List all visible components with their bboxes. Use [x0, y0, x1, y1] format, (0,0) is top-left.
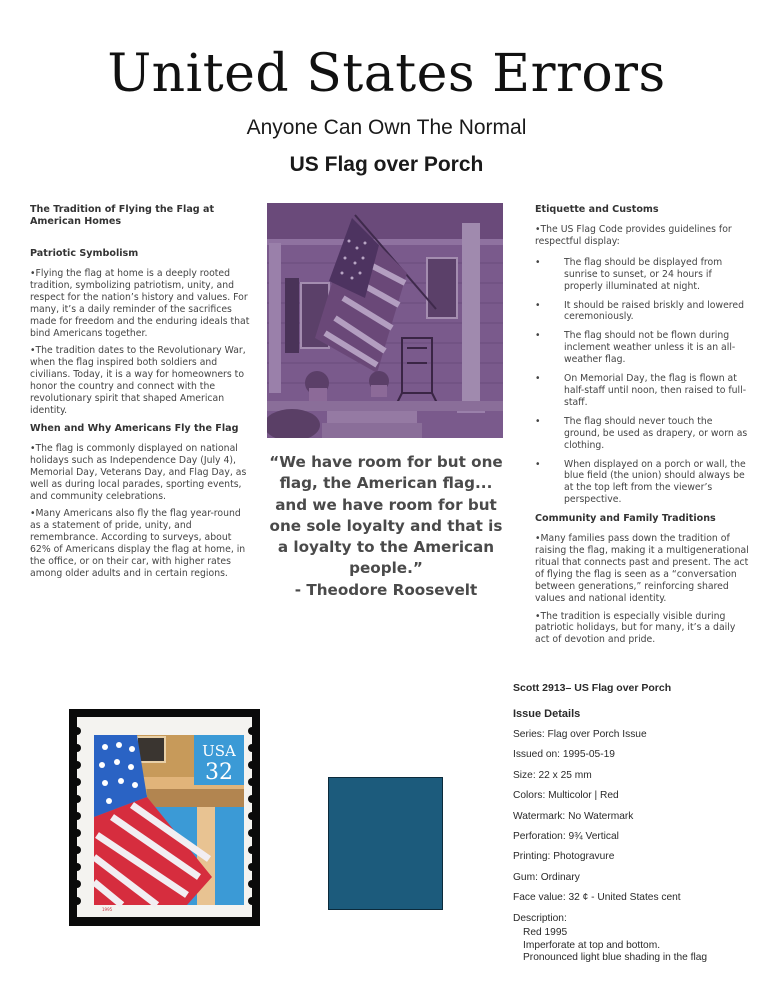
- description-line: Pronounced light blue shading in the flag: [523, 952, 708, 964]
- paragraph: •The tradition is especially visible during patriotic holidays, but for many, it’s a daily act of devotion and pride.: [535, 610, 736, 646]
- list-item: • It should be raised briskly and lowered ceremoniously.: [535, 299, 745, 323]
- page-title: United States Errors: [107, 44, 666, 104]
- list-item: • The flag should not be flown during inclement weather unless it is an all-weather flag.: [535, 330, 736, 366]
- detail-printing: Printing: Photogravure: [513, 851, 615, 863]
- stamp-flag-porch-icon: [77, 717, 252, 917]
- etiquette-intro: •The US Flag Code provides guidelines for respectful display:: [535, 224, 732, 247]
- left-column: [30, 204, 252, 586]
- bullet-icon: •: [535, 299, 541, 311]
- bullet-icon: •: [535, 330, 541, 342]
- svg-text:USA: USA: [202, 742, 236, 760]
- stamp-image: [69, 709, 260, 926]
- bullet-icon: •: [535, 458, 541, 470]
- tradition-heading: The Tradition of Flying the Flag at American Homes: [30, 204, 215, 227]
- description-line: Red 1995: [523, 926, 568, 938]
- detail-description-label: Description:: [513, 912, 567, 924]
- issue-details: [513, 682, 753, 965]
- list-item: • When displayed on a porch or wall, the blue field (the union) should always be at the top left from the viewer’s perspective.: [535, 458, 746, 506]
- detail-perforation: Perforation: 9¾ Vertical: [513, 830, 619, 842]
- community-heading: Community and Family Traditions: [535, 513, 716, 525]
- detail-gum: Gum: Ordinary: [513, 871, 580, 883]
- bullet-icon: •: [535, 373, 541, 385]
- roosevelt-quote: [262, 452, 510, 601]
- color-swatch: [328, 777, 443, 910]
- detail-watermark: Watermark: No Watermark: [513, 810, 634, 822]
- scott-number: Scott 2913– US Flag over Porch: [513, 682, 672, 694]
- etiquette-list: [535, 257, 750, 506]
- stamp-paper: [77, 717, 252, 917]
- svg-text:32: 32: [205, 760, 233, 785]
- patriotic-symbolism-heading: Patriotic Symbolism: [30, 248, 139, 259]
- right-column: [535, 204, 750, 652]
- tagline: Anyone Can Own The Normal: [246, 116, 527, 139]
- detail-issued-on: Issued on: 1995-05-19: [513, 749, 615, 761]
- paragraph: •The flag is commonly displayed on national holidays such as Independence Day (July 4), Memorial Day, Veterans Day, and Flag Day, as well as during local parades, sporting events, and community celebrations.: [30, 442, 247, 502]
- paragraph: •Flying the flag at home is a deeply rooted tradition, symbolizing patriotism, unity, and respect for the nation’s history and values. For many, it’s a daily reminder of the sacrifices made for freedom and the enduring ideals that bind Americans together.: [30, 268, 250, 339]
- porch-flag-illustration: [267, 203, 503, 438]
- when-why-heading: When and Why Americans Fly the Flag: [30, 422, 239, 434]
- detail-colors: Colors: Multicolor | Red: [513, 790, 619, 802]
- detail-size: Size: 22 x 25 mm: [513, 769, 592, 781]
- description-lines: [513, 927, 753, 965]
- issue-details-heading: Issue Details: [513, 708, 581, 720]
- bullet-icon: •: [535, 256, 541, 268]
- porch-scene-icon: [267, 203, 503, 438]
- stamp-subtitle: US Flag over Porch: [289, 153, 484, 176]
- detail-face-value: Face value: 32 ¢ - United States cent: [513, 892, 681, 904]
- bullet-icon: •: [535, 415, 541, 427]
- paragraph: •Many families pass down the tradition of raising the flag, making it a multigenerational ritual that connects past and present. The act of flying the flag is seen as a “conversation between generations,” reinforcing shared values and national identity.: [535, 533, 749, 604]
- svg-text:1995: 1995: [102, 907, 113, 912]
- list-item: • The flag should never touch the ground, be used as drapery, or worn as clothing.: [535, 415, 748, 451]
- detail-series: Series: Flag over Porch Issue: [513, 729, 647, 740]
- paragraph: •The tradition dates to the Revolutionary War, when the flag inspired both soldiers and civilians. Today, it is a way for homeowners to honor the country and connect with the revolutionary spirit that shaped American identity.: [30, 345, 246, 416]
- paragraph: •Many Americans also fly the flag year-round as a statement of pride, unity, and remembrance. According to surveys, about 62% of Americans display the flag at home, in the office, or on their car, with higher rates among older adults and in certain regions.: [30, 508, 246, 579]
- description-line: Imperforate at top and bottom.: [523, 939, 661, 951]
- etiquette-heading: Etiquette and Customs: [535, 204, 659, 215]
- quote-author: - Theodore Roosevelt: [294, 580, 478, 599]
- quote-text: “We have room for but one flag, the American flag... and we have room for but one sole loyalty and that is a loyalty to the American people.”: [269, 453, 503, 578]
- list-item: • On Memorial Day, the flag is flown at half-staff until noon, then raised to full-staff.: [535, 373, 747, 408]
- list-item: • The flag should be displayed from sunrise to sunset, or 24 hours if properly illuminated at night.: [535, 256, 723, 292]
